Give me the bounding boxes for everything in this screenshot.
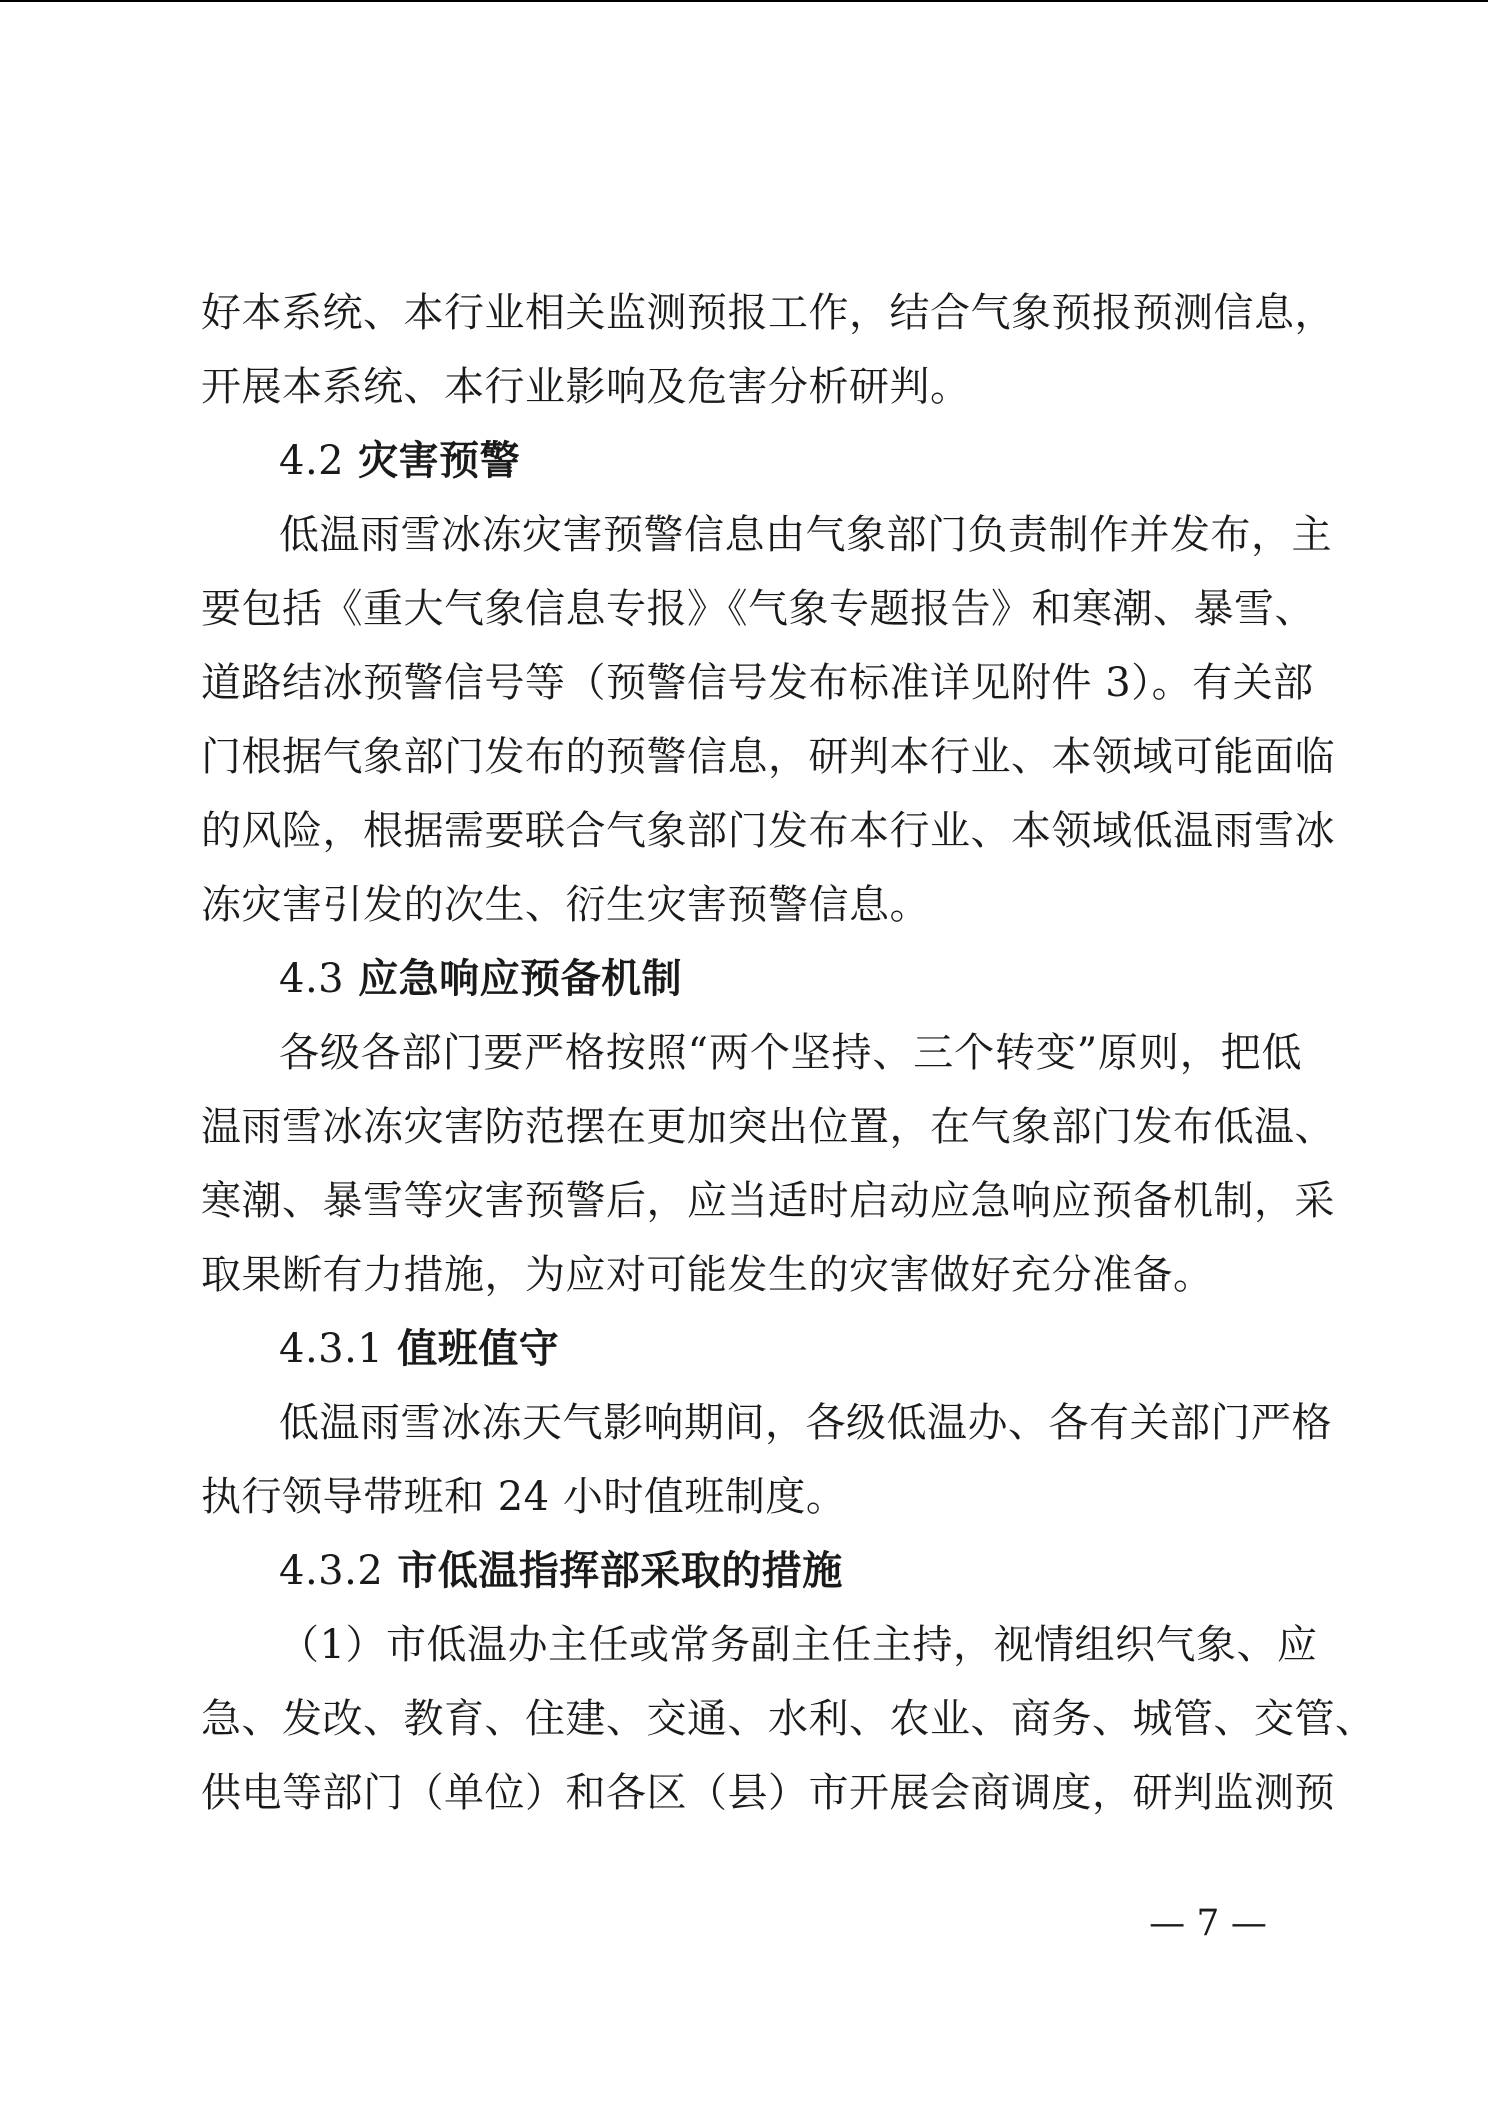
paragraph-line: 温雨雪冰冻灾害防范摆在更加突出位置，在气象部门发布低温、 [201,1104,1335,1150]
paragraph-line: （1）市低温办主任或常务副主任主持，视情组织气象、应 [279,1622,1318,1668]
section-title: 应急响应预备机制 [358,955,683,1002]
paragraph-line: 要包括《重大气象信息专报》《气象专题报告》和寒潮、暴雪、 [201,586,1315,632]
paragraph-line: 冻灾害引发的次生、衍生灾害预警信息。 [201,882,930,928]
subsection-heading [201,1534,1302,1608]
paragraph-line: 寒潮、暴雪等灾害预警后，应当适时启动应急响应预备机制，采 [201,1178,1335,1224]
page-number: — 7 — [1149,1903,1267,1944]
section-title: 值班值守 [397,1325,560,1372]
paragraph-line: 道路结冰预警信号等（预警信号发布标准详见附件 3）。有关部 [201,660,1314,706]
paragraph-line: 取果断有力措施，为应对可能发生的灾害做好充分准备。 [201,1252,1214,1298]
paragraph-line: 执行领导带班和 24 小时值班制度。 [201,1474,847,1520]
section-number: 4.3.1 [279,1326,384,1372]
paragraph-line: 的风险，根据需要联合气象部门发布本行业、本领域低温雨雪冰 [201,808,1335,854]
paragraph-line: 开展本系统、本行业影响及危害分析研判。 [201,364,971,410]
document-body [201,276,1376,1830]
section-heading [201,942,1302,1016]
subsection-heading [201,1312,1302,1386]
paragraph-line: 供电等部门（单位）和各区（县）市开展会商调度，研判监测预 [201,1770,1335,1816]
section-title: 灾害预警 [358,437,521,484]
paragraph-line: 低温雨雪冰冻灾害预警信息由气象部门负责制作并发布，主 [279,512,1332,558]
section-number: 4.3 [279,956,345,1002]
paragraph-line: 各级各部门要严格按照“两个坚持、三个转变”原则，把低 [279,1030,1302,1076]
paragraph-line: 门根据气象部门发布的预警信息，研判本行业、本领域可能面临 [201,734,1335,780]
section-heading [201,424,1302,498]
top-border-rule [0,0,1488,2]
section-number: 4.2 [279,438,345,484]
section-title: 市低温指挥部采取的措施 [397,1547,843,1594]
paragraph-line: 低温雨雪冰冻天气影响期间，各级低温办、各有关部门严格 [279,1400,1332,1446]
paragraph-line: 急、发改、教育、住建、交通、水利、农业、商务、城管、交管、 [201,1696,1376,1742]
paragraph-line: 好本系统、本行业相关监测预报工作，结合气象预报预测信息， [201,290,1335,336]
section-number: 4.3.2 [279,1548,384,1594]
